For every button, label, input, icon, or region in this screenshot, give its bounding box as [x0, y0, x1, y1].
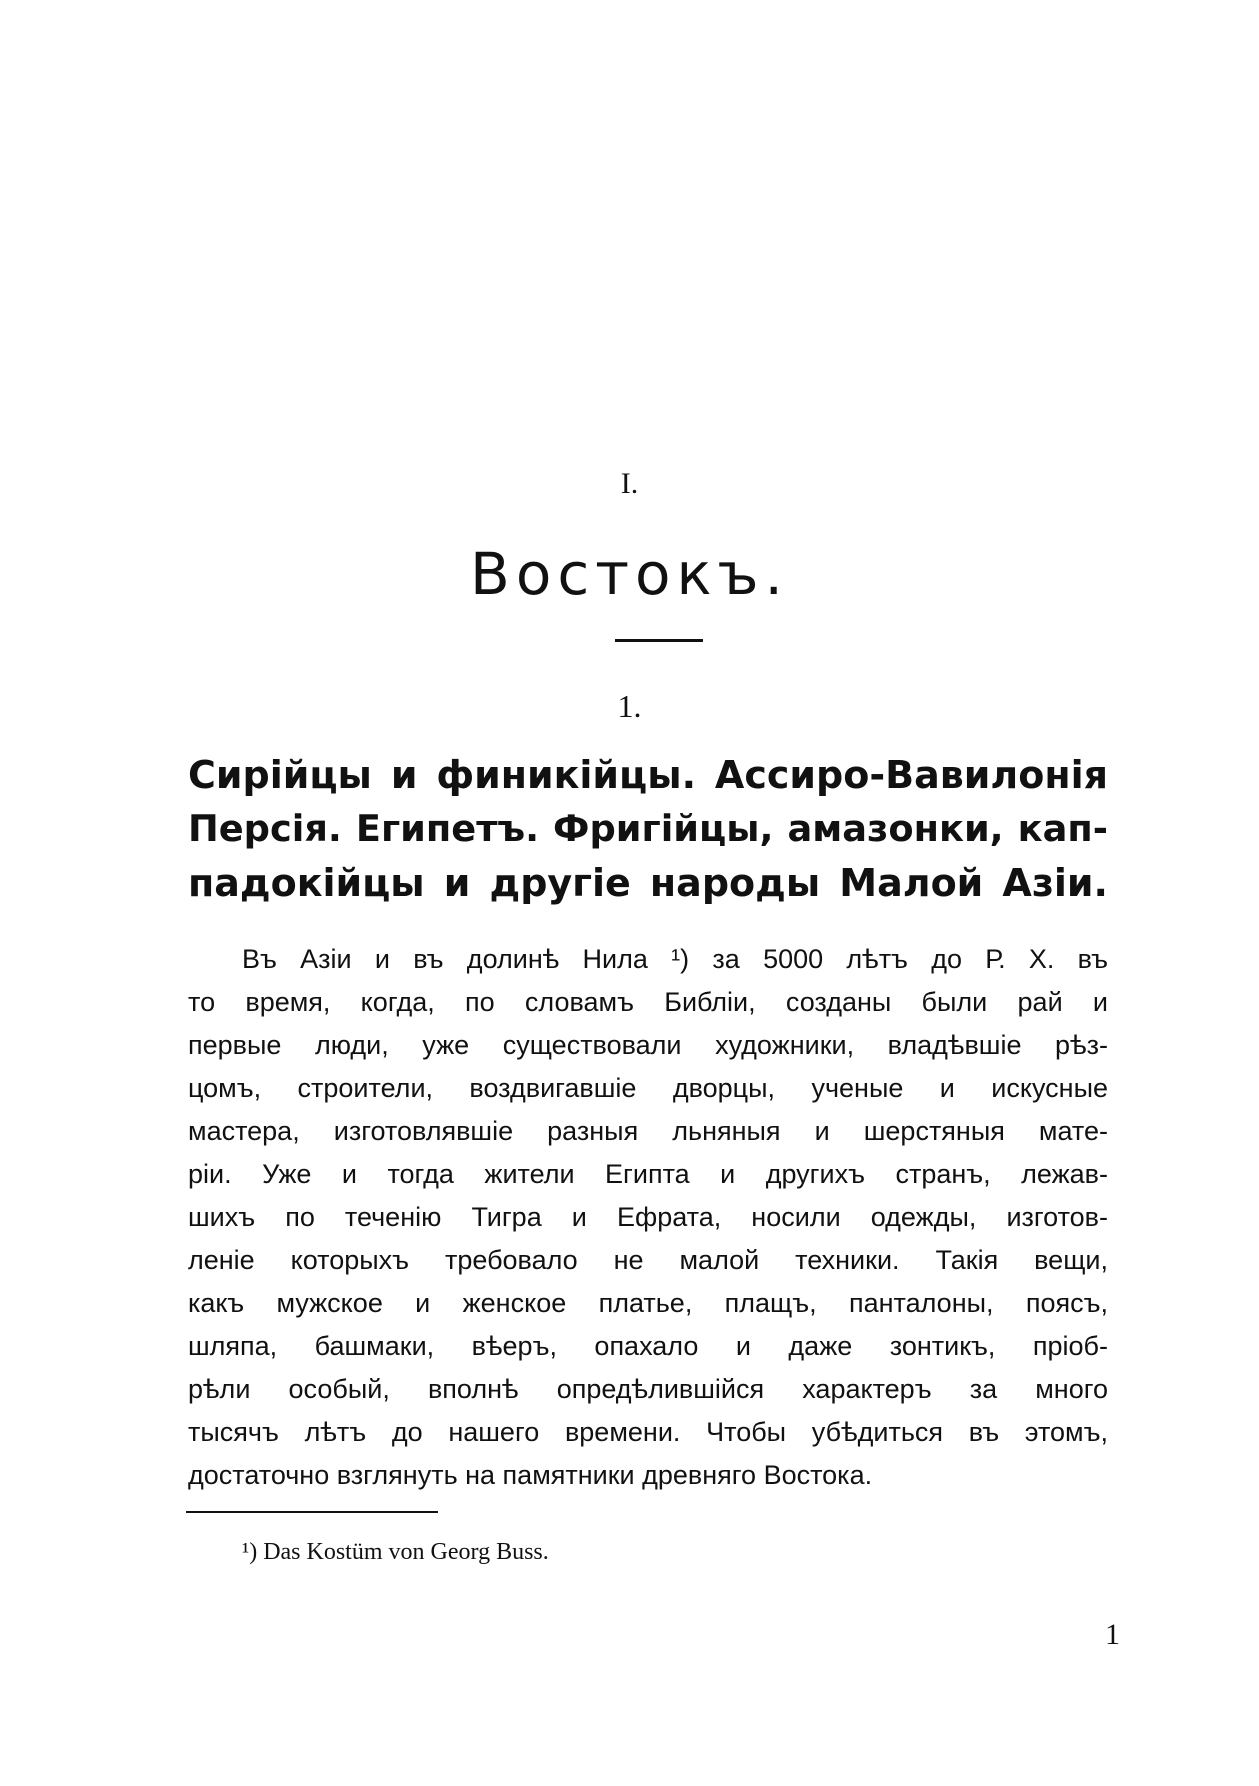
body-line: первые люди, уже существовали художники, владѣвшіе рѣз- — [188, 1030, 1108, 1060]
body-line: цомъ, строители, воздвигавшіе дворцы, ученые и искусные — [188, 1073, 1108, 1103]
part-numeral: I. — [620, 467, 639, 500]
body-line: то время, когда, по словамъ Библіи, созданы были рай и — [188, 987, 1108, 1017]
body-line: леніе которыхъ требовало не малой техники. Такія вещи, — [188, 1245, 1108, 1275]
body-line: мастера, изготовлявшіе разныя льняныя и шерстяныя мате- — [188, 1116, 1108, 1146]
title-divider — [615, 639, 703, 642]
body-line: тысячъ лѣтъ до нашего времени. Чтобы убѣдиться въ этомъ, — [188, 1417, 1108, 1447]
part-title: Востокъ. — [470, 540, 789, 608]
section-number: 1. — [617, 688, 642, 724]
page-number: 1 — [1105, 1618, 1120, 1651]
body-line: рѣли особый, вполнѣ опредѣлившійся характеръ за много — [188, 1374, 1108, 1404]
footnote-text: Das Kostüm von Georg Buss. — [263, 1539, 549, 1565]
body-line: ріи. Уже и тогда жители Египта и другихъ странъ, лежав- — [188, 1159, 1108, 1189]
footnote — [242, 1537, 549, 1567]
body-line: шляпа, башмаки, вѣеръ, опахало и даже зонтикъ, пріоб- — [188, 1331, 1108, 1361]
body-paragraph — [188, 938, 1108, 1497]
section-heading-line: Сирійцы и финикійцы. Ассиро-Вавилонія — [188, 753, 1108, 797]
body-line: какъ мужское и женское платье, плащъ, панталоны, поясъ, — [188, 1288, 1108, 1318]
section-heading — [188, 748, 1108, 910]
footnote-divider — [186, 1511, 438, 1513]
body-line: Въ Азіи и въ долинѣ Нила ¹) за 5000 лѣтъ до Р. Х. въ — [242, 944, 1108, 974]
section-heading-line: Персія. Египетъ. Фригійцы, амазонки, кап- — [188, 807, 1108, 850]
footnote-marker: ¹) — [242, 1539, 258, 1565]
body-line: шихъ по теченію Тигра и Ефрата, носили одежды, изготов- — [188, 1202, 1108, 1232]
section-heading-line: падокійцы и другіе народы Малой Азіи. — [188, 861, 1108, 905]
body-line: достаточно взглянуть на памятники древняго Востока. — [188, 1460, 873, 1490]
